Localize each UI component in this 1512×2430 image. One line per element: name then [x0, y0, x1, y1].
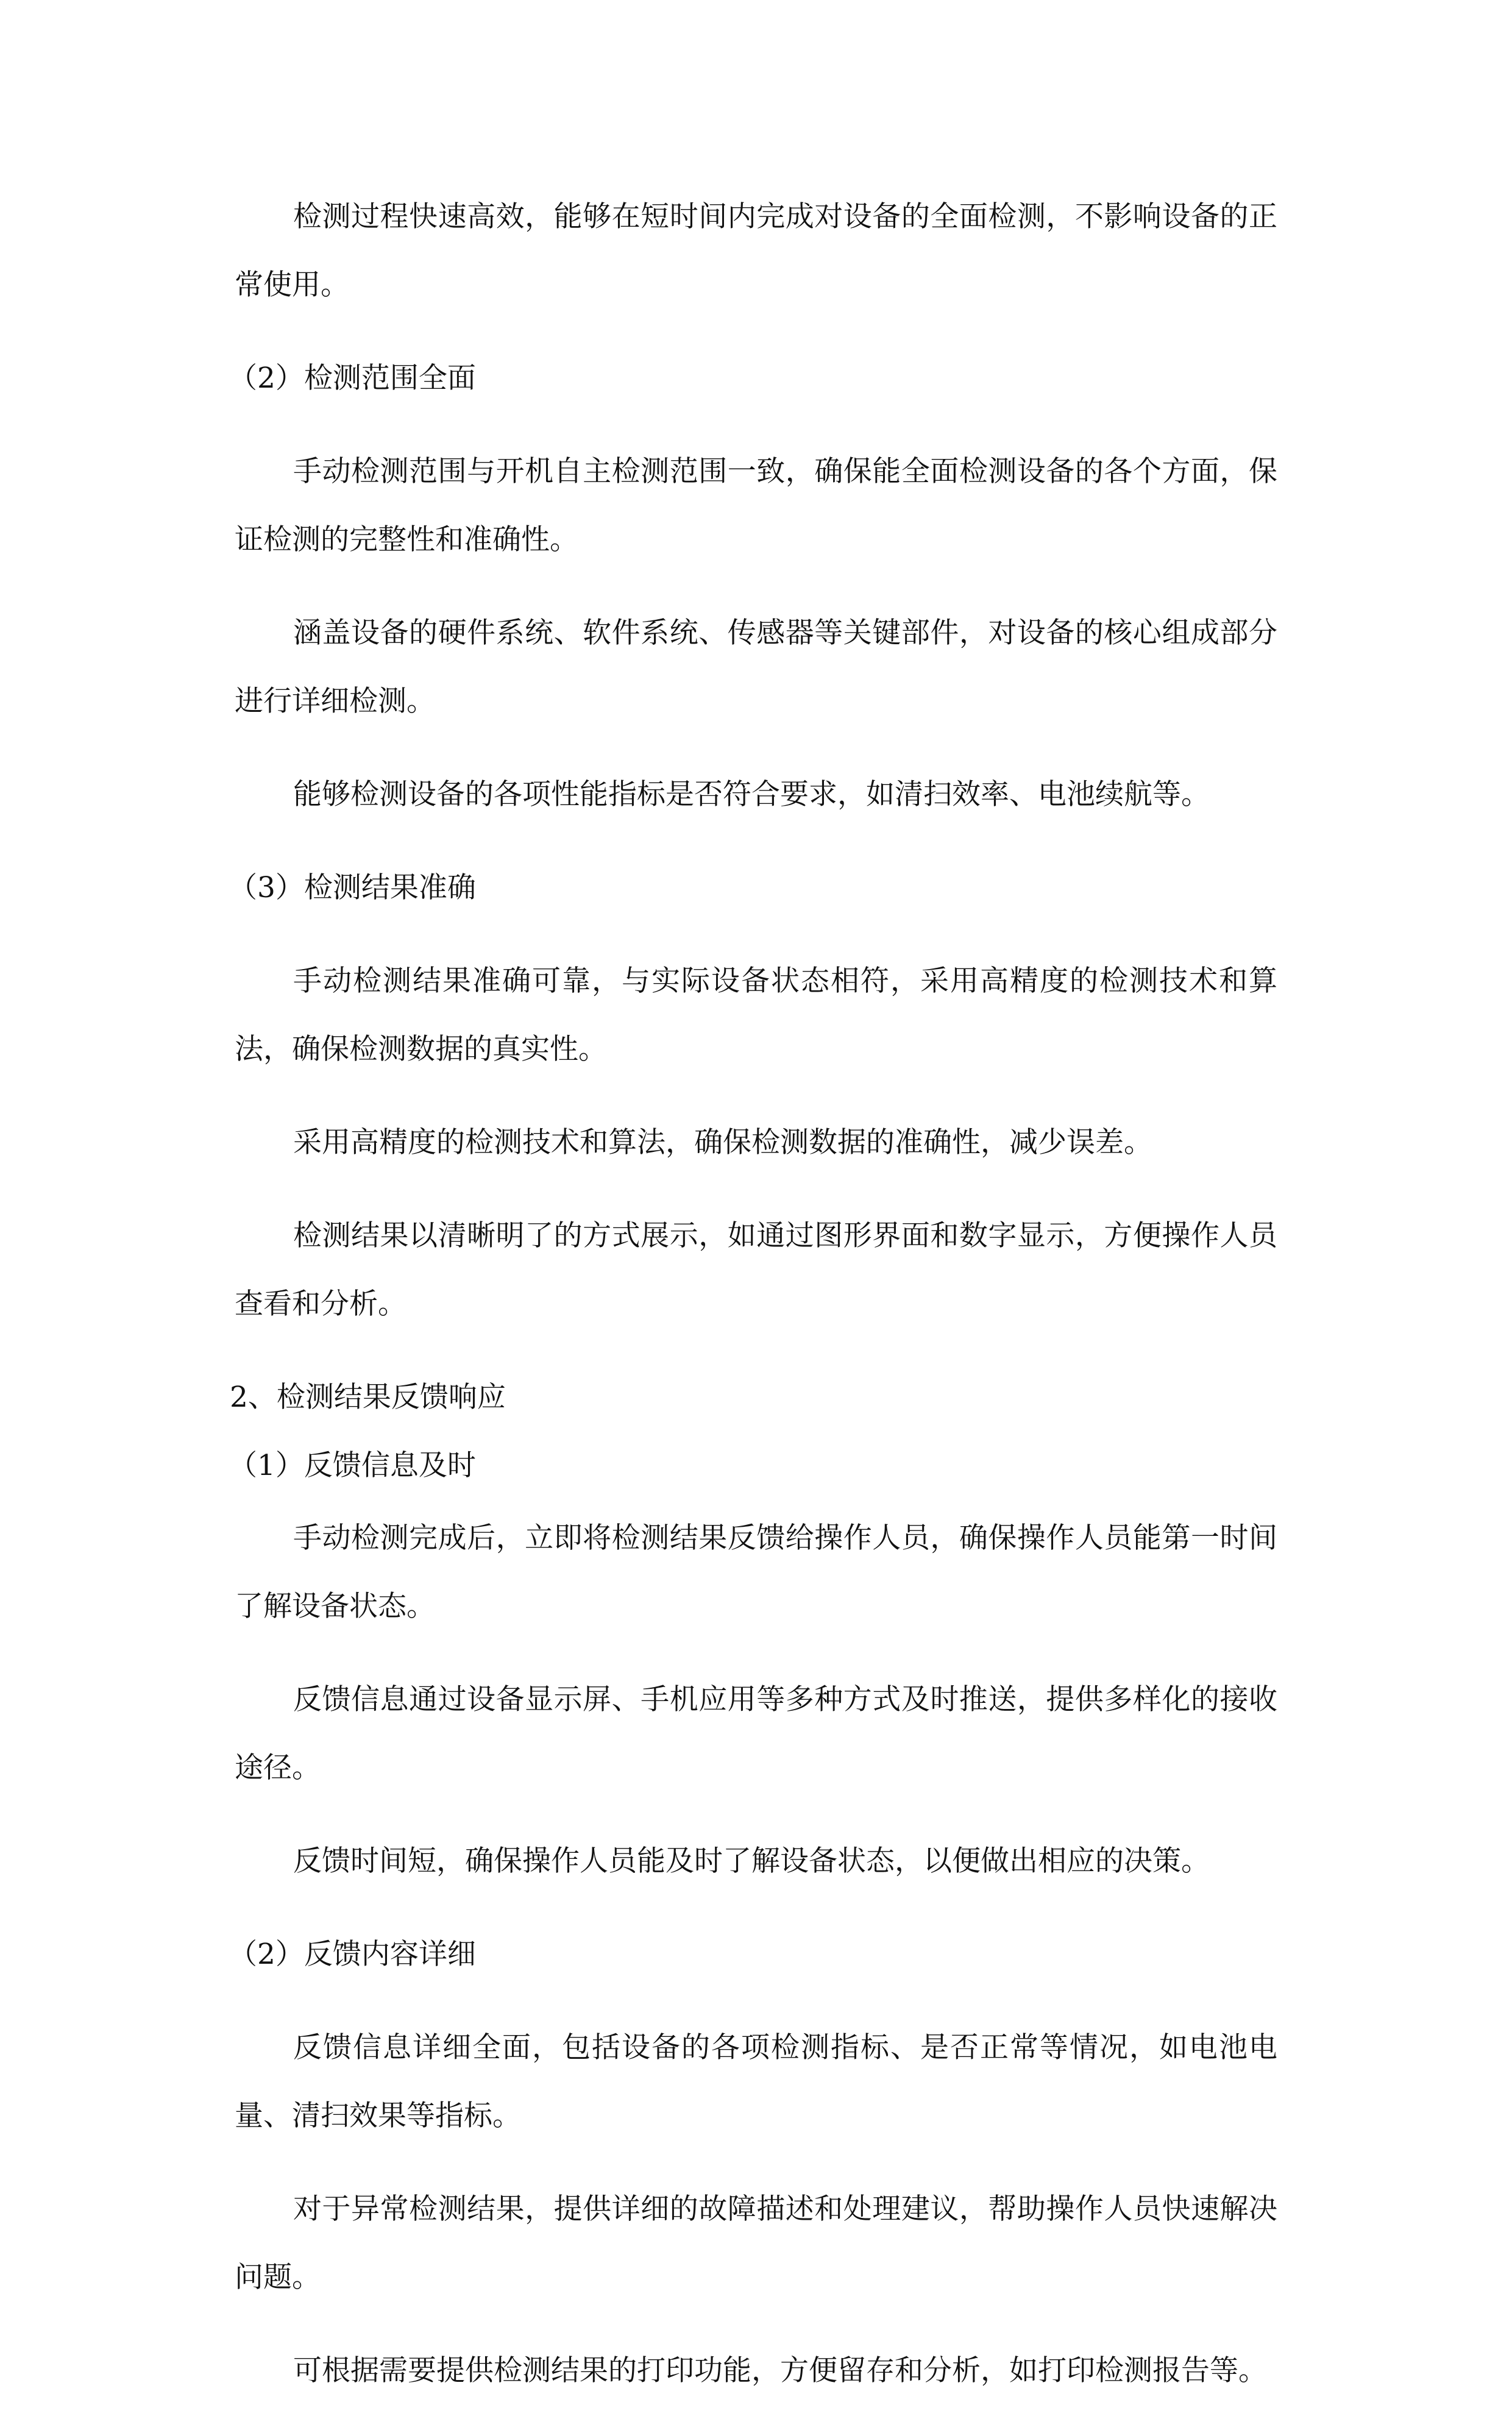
- paragraph: 手动检测范围与开机自主检测范围一致，确保能全面检测设备的各个方面，保证检测的完整性和准确性。: [235, 455, 1277, 556]
- paragraph: 可根据需要提供检测结果的打印功能，方便留存和分析，如打印检测报告等。: [293, 2354, 1267, 2387]
- paragraph: 能够检测设备的各项性能指标是否符合要求，如清扫效率、电池续航等。: [293, 778, 1210, 811]
- paragraph: 采用高精度的检测技术和算法，确保检测数据的准确性，减少误差。: [293, 1126, 1152, 1159]
- document-body: [229, 183, 1277, 2430]
- paragraph: 涵盖设备的硬件系统、软件系统、传感器等关键部件，对设备的核心组成部分进行详细检测。: [235, 616, 1277, 718]
- paragraph: 检测结果以清晰明了的方式展示，如通过图形界面和数字显示，方便操作人员查看和分析。: [235, 1219, 1277, 1321]
- subsection-heading: （2）检测范围全面: [229, 361, 476, 395]
- paragraph: 反馈信息通过设备显示屏、手机应用等多种方式及时推送，提供多样化的接收途径。: [235, 1683, 1277, 1785]
- subsection-heading: （1）反馈信息及时: [229, 1449, 476, 1482]
- paragraph: 手动检测完成后，立即将检测结果反馈给操作人员，确保操作人员能第一时间了解设备状态。: [235, 1521, 1277, 1623]
- subsection-heading: （2）反馈内容详细: [229, 1938, 476, 1971]
- paragraph: 手动检测结果准确可靠，与实际设备状态相符，采用高精度的检测技术和算法，确保检测数据的真实性。: [235, 964, 1277, 1066]
- section-title: 2、检测结果反馈响应: [230, 1380, 506, 1414]
- paragraph: 对于异常检测结果，提供详细的故障描述和处理建议，帮助操作人员快速解决问题。: [235, 2192, 1277, 2294]
- subsection-heading: （3）检测结果准确: [229, 871, 476, 904]
- paragraph: 反馈信息详细全面，包括设备的各项检测指标、是否正常等情况，如电池电量、清扫效果等指标。: [235, 2031, 1277, 2133]
- paragraph: 反馈时间短，确保操作人员能及时了解设备状态，以便做出相应的决策。: [293, 1844, 1210, 1878]
- paragraph: 检测过程快速高效，能够在短时间内完成对设备的全面检测，不影响设备的正常使用。: [235, 200, 1277, 302]
